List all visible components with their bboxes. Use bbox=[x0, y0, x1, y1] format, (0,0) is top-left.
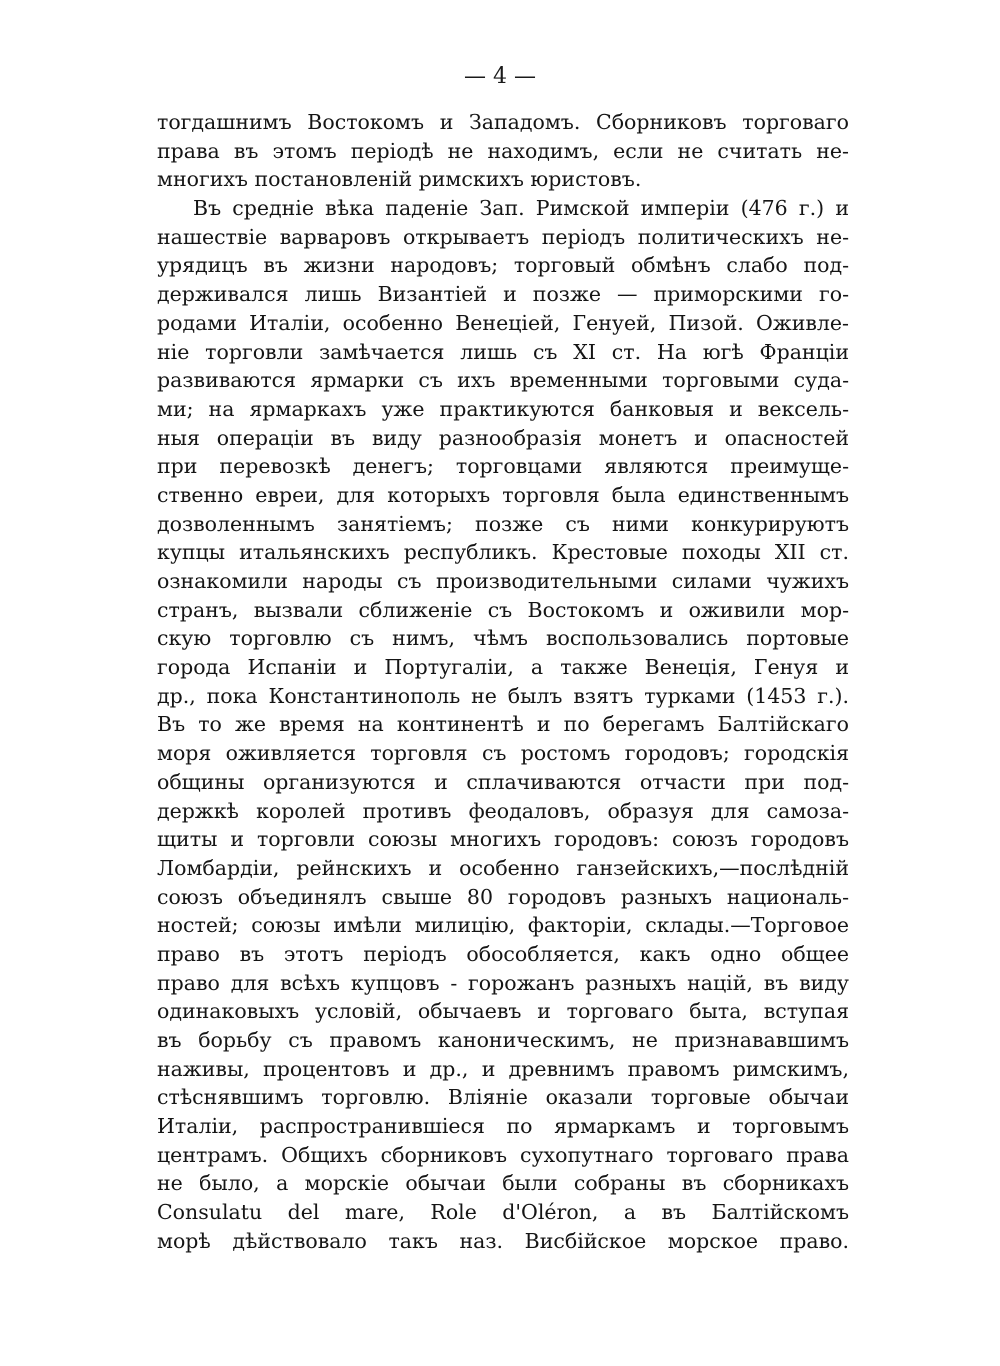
text-line: ностей; союзы имѣли милицію, факторіи, склады.—Торговое bbox=[157, 913, 849, 938]
text-line: наживы, процентовъ и др., и древнимъ правомъ римскимъ, bbox=[157, 1056, 849, 1081]
text-line: не было, а морскіе обычаи были собраны въ сборникахъ bbox=[157, 1171, 849, 1196]
text-line: Ломбардіи, рейнскихъ и особенно ганзейскихъ,—послѣдній bbox=[157, 855, 849, 880]
text-line: право для всѣхъ купцовъ - горожанъ разныхъ націй, въ виду bbox=[157, 970, 849, 995]
text-line: союзъ объединялъ свыше 80 городовъ разныхъ националь- bbox=[157, 884, 849, 909]
text-line: ми; на ярмаркахъ уже практикуются банковыя и вексель- bbox=[157, 396, 849, 421]
text-line: др., пока Константинополь не былъ взятъ турками (1453 г.). bbox=[157, 683, 849, 708]
text-line: скую торговлю съ нимъ, чѣмъ воспользовались портовые bbox=[157, 626, 849, 651]
text-line: нашествіе варваровъ открываетъ періодъ политическихъ не- bbox=[157, 224, 849, 249]
text-line: держивался лишь Византіей и позже — приморскими го- bbox=[157, 282, 849, 307]
text-line: ственно евреи, для которыхъ торговля была единственнымъ bbox=[157, 482, 849, 507]
text-line: Италіи, распространившіеся по ярмаркамъ и торговымъ bbox=[157, 1114, 849, 1139]
text-line: многихъ постановленій римскихъ юристовъ. bbox=[157, 167, 642, 192]
text-line: моря оживляется торговля съ ростомъ городовъ; городскія bbox=[157, 741, 849, 766]
text-line: дозволеннымъ занятіемъ; позже съ ними конкурируютъ bbox=[157, 511, 849, 536]
text-line: стѣснявшимъ торговлю. Вліяніе оказали торговые обычаи bbox=[157, 1085, 849, 1110]
text-line: Въ то же время на континентѣ и по берегамъ Балтійскаго bbox=[157, 712, 849, 737]
text-line: странъ, вызвали сближеніе съ Востокомъ и оживили мор- bbox=[157, 597, 849, 622]
text-line: ныя операціи въ виду разнообразія монетъ и опасностей bbox=[157, 425, 849, 450]
text-line: держкѣ королей противъ феодаловъ, образуя для самоза- bbox=[157, 798, 849, 823]
text-line: одинаковыхъ условій, обычаевъ и торговаго быта, вступая bbox=[157, 999, 849, 1024]
text-line: щиты и торговли союзы многихъ городовъ: союзъ городовъ bbox=[157, 827, 849, 852]
page-number: — 4 — bbox=[464, 64, 536, 89]
text-line: права въ этомъ періодѣ не находимъ, если не считать не- bbox=[157, 138, 849, 163]
text-line: города Испаніи и Португаліи, а также Венеція, Генуя и bbox=[157, 655, 849, 680]
text-line: право въ этотъ періодъ обособляется, какъ одно общее bbox=[157, 941, 849, 966]
text-line: тогдашнимъ Востокомъ и Западомъ. Сборниковъ торговаго bbox=[157, 110, 849, 134]
text-line: при перевозкѣ денегъ; торговцами являются преимуще- bbox=[157, 454, 849, 479]
text-line: купцы итальянскихъ республикъ. Крестовые походы XII ст. bbox=[157, 540, 849, 565]
body-text bbox=[157, 108, 849, 1256]
text-line: ніе торговли замѣчается лишь съ XI ст. На югѣ Франціи bbox=[157, 339, 849, 364]
text-line: центрамъ. Общихъ сборниковъ сухопутнаго торговаго права bbox=[157, 1142, 849, 1167]
text-line: ознакомили народы съ производительными силами чужихъ bbox=[157, 569, 849, 593]
text-line: Въ средніе вѣка паденіе Зап. Римской имперіи (476 г.) и bbox=[193, 196, 849, 221]
text-line: въ борьбу съ правомъ каноническимъ, не признававшимъ bbox=[157, 1028, 849, 1052]
text-line: Consulatu del mare, Role d'Oléron, а въ Балтійскомъ bbox=[157, 1200, 849, 1225]
text-line: морѣ дѣйствовало такъ наз. Висбійское морское право. bbox=[157, 1228, 849, 1253]
text-line: урядицъ въ жизни народовъ; торговый обмѣнъ слабо под- bbox=[157, 253, 849, 278]
text-line: родами Италіи, особенно Венеціей, Генуей, Пизой. Оживле- bbox=[157, 310, 849, 335]
text-line: общины организуются и сплачиваются отчасти при под- bbox=[157, 769, 849, 794]
text-line: развиваются ярмарки съ ихъ временными торговыми суда- bbox=[157, 368, 849, 393]
